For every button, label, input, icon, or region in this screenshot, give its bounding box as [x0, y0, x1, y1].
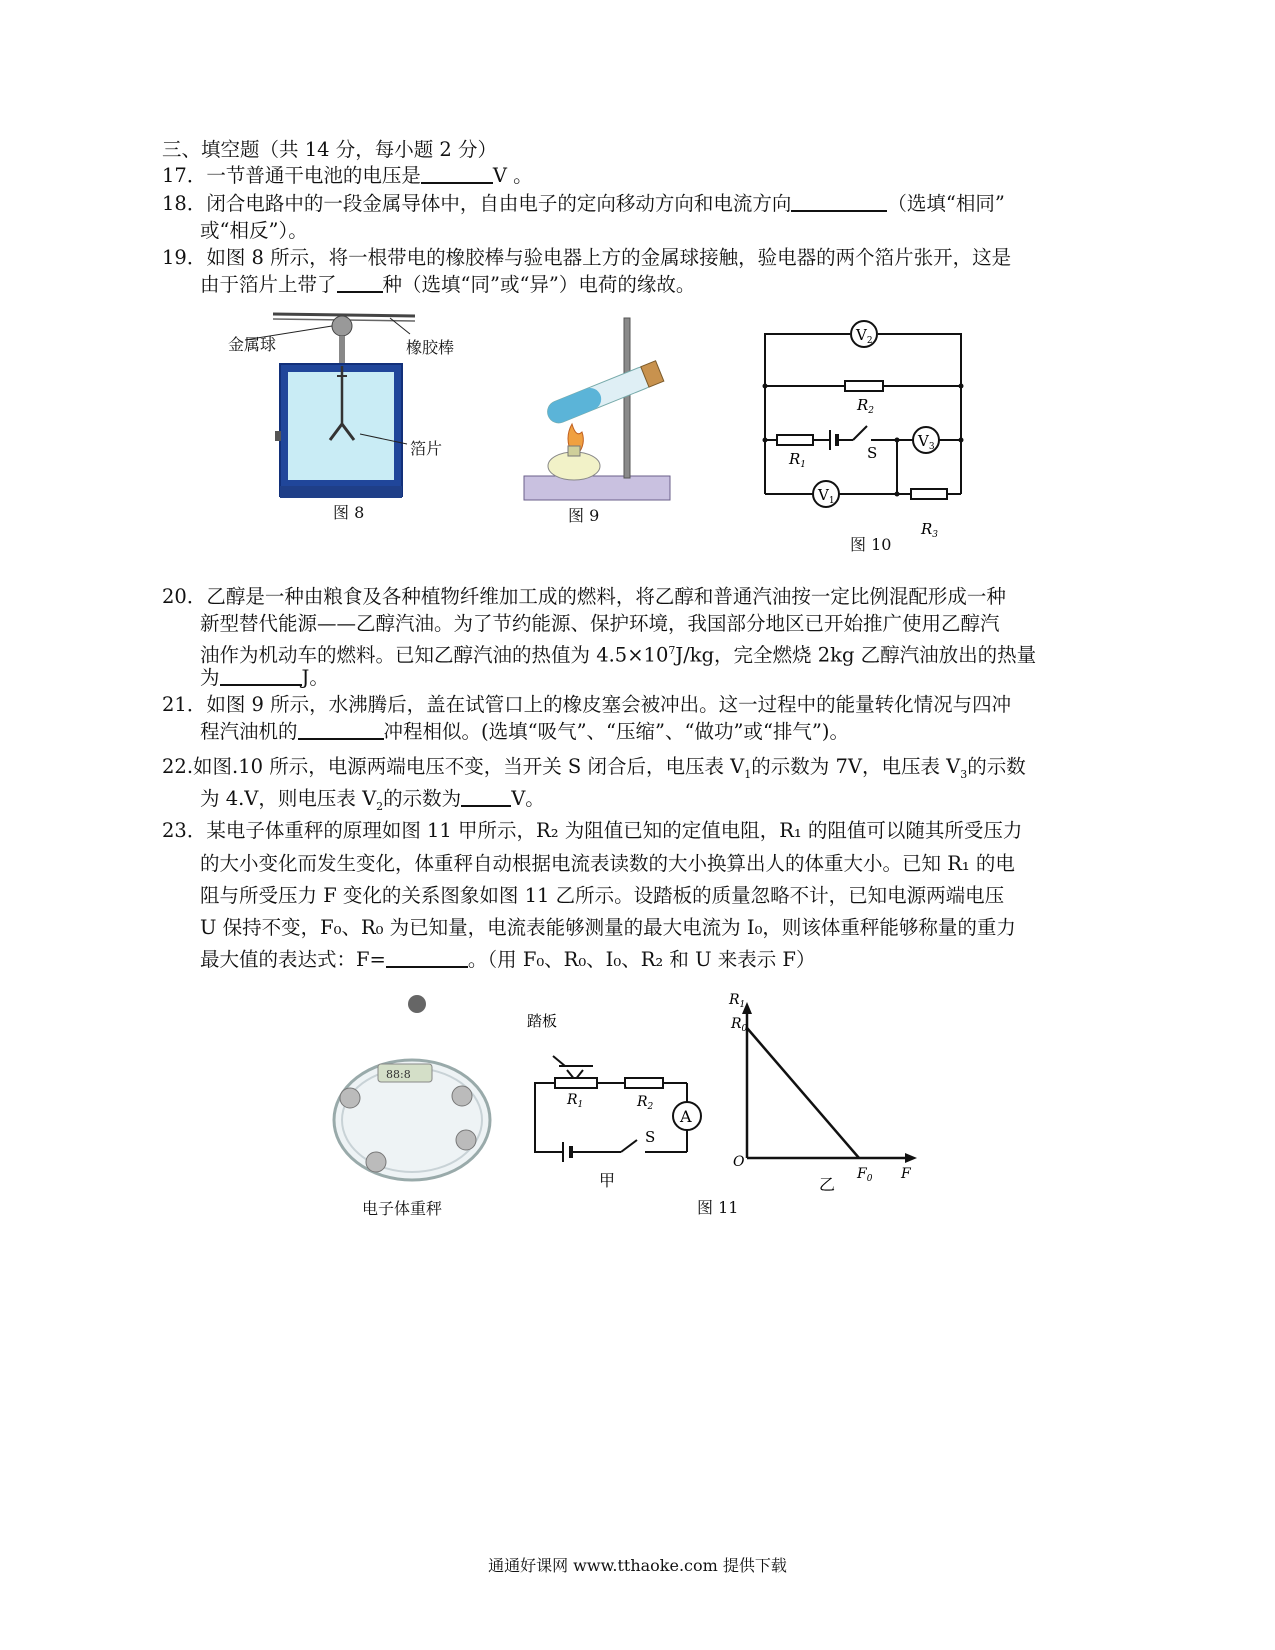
question-19-line1 — [162, 245, 1011, 271]
q21-text-2a: 程汽油机的 — [200, 720, 298, 743]
fig8-label-ball: 金属球 — [228, 335, 277, 354]
q22-number: 22. — [162, 755, 194, 778]
resistor-r2 — [845, 381, 883, 391]
question-20-line1 — [162, 584, 1006, 610]
q20-exponent: 7 — [668, 644, 676, 657]
stand-base — [524, 476, 670, 500]
question-18-line2: 或“相反”）。 — [200, 219, 308, 242]
question-17 — [162, 163, 533, 189]
svg-text:V1: $V_1$ — [818, 486, 835, 506]
q18-number: 18． — [162, 192, 207, 215]
question-21-line2 — [200, 719, 849, 745]
svg-text:R1: $R_1$ — [567, 1092, 584, 1110]
voltmeter-v3-icon — [913, 427, 939, 453]
figure-9-test-tube — [520, 314, 680, 506]
q21-number: 21． — [162, 693, 207, 716]
svg-text:R2: $R_2$ — [637, 1094, 654, 1112]
metal-ball-icon — [332, 316, 352, 336]
fig11-scale-caption: 电子体重秤 — [362, 1199, 443, 1218]
fig8-label-rod: 橡胶棒 — [406, 338, 455, 357]
q20-text-3a: 油作为机动车的燃料。已知乙醇汽油的热值为 4.5×10 — [200, 643, 669, 667]
question-18-line1 — [162, 191, 1005, 217]
q23-text-5a: 最大值的表达式：F= — [200, 948, 386, 971]
svg-text:R1: $R_1$ — [729, 992, 746, 1010]
q23-number: 23． — [162, 819, 207, 842]
svg-text:O: O — [733, 1154, 745, 1170]
svg-text:踏板: 踏板 — [527, 1012, 558, 1030]
fig9-caption: 图 9 — [568, 506, 600, 525]
q22-text-2a: 为 4.V，则电压表 V — [200, 787, 377, 810]
question-21-line1 — [162, 692, 1011, 718]
question-22-line2: 为 4.V，则电压表 $V_2$的示数为 V。 — [200, 787, 545, 813]
ammeter-icon — [673, 1102, 701, 1130]
q17-text: 一节普通干电池的电压是 — [206, 164, 421, 187]
svg-text:A: A — [680, 1107, 692, 1126]
question-20-line3 — [200, 638, 1036, 669]
q17-number: 17． — [162, 164, 207, 187]
q23-text-1: 某电子体重秤的原理如图 11 甲所示，R₂ 为阻值已知的定值电阻，R₁ 的阻值可以随其所受压力 — [206, 819, 1023, 842]
resistor-r2 — [625, 1078, 663, 1088]
svg-text:F: F — [901, 1166, 911, 1182]
q17-unit: V 。 — [492, 164, 533, 187]
fig10-caption: 图 10 — [850, 535, 892, 554]
fig11-caption: 图 11 — [697, 1198, 739, 1217]
question-22-line1: 22.如图.10 所示，电源两端电压不变，当开关 S 闭合后，电压表 $V_1$的示数为 7V，电压表 $V_3$的示数 — [162, 755, 1026, 781]
q17-answer-blank[interactable] — [421, 164, 493, 184]
svg-text:R0: $R_0$ — [731, 1016, 748, 1034]
question-23-line4: U 保持不变，F₀、R₀ 为已知量，电流表能够测量的最大电流为 I₀，则该体重秤能够称量的重力 — [200, 916, 1016, 939]
page-footer: 通通好课网 www.tthaoke.com 提供下载 — [488, 1556, 787, 1575]
svg-text:S: S — [645, 1128, 656, 1146]
q20-text-4b: J。 — [301, 666, 329, 689]
q18-answer-blank[interactable] — [791, 192, 887, 212]
stand-rod — [624, 318, 630, 478]
q20-answer-blank[interactable] — [220, 666, 302, 686]
q19-answer-blank[interactable] — [337, 273, 383, 293]
svg-text:V3: $V_3$ — [918, 432, 935, 452]
q23-answer-blank[interactable] — [386, 948, 468, 968]
q22-answer-blank[interactable] — [461, 787, 511, 807]
q21-answer-blank[interactable] — [298, 720, 384, 740]
svg-text:R1: $R_1$ — [789, 450, 807, 470]
svg-text:甲: 甲 — [599, 1171, 616, 1190]
svg-text:V2: $V_2$ — [856, 326, 873, 346]
svg-text:R3: $R_3$ — [921, 520, 939, 540]
question-23-line2: 的大小变化而发生变化，体重秤自动根据电流表读数的大小换算出人的体重大小。已知 R₁ 的电 — [200, 852, 1015, 875]
fig8-caption: 图 8 — [333, 503, 365, 522]
q20-text-1: 乙醇是一种由粮食及各种植物纤维加工成的燃料，将乙醇和普通汽油按一定比例混配形成一种 — [206, 585, 1006, 608]
question-20-line2: 新型替代能源——乙醇汽油。为了节约能源、保护环境，我国部分地区已开始推广使用乙醇汽 — [200, 612, 1000, 635]
figure-11-scale-photo — [330, 990, 495, 1190]
q19-number: 19． — [162, 246, 207, 269]
figure-10-circuit — [755, 318, 970, 548]
figure-11-jia-circuit — [525, 1000, 720, 1200]
q23-text-5b: 。（用 F₀、R₀、I₀、R₂ 和 U 来表示 F） — [467, 948, 816, 971]
section-title: 三、填空题（共 14 分，每小题 2 分） — [162, 138, 498, 161]
resistor-r1-pedal — [555, 1078, 597, 1088]
question-23-line3: 阻与所受压力 F 变化的关系图象如图 11 乙所示。设踏板的质量忽略不计，已知电源两端电压 — [200, 884, 1005, 907]
question-19-line2 — [200, 272, 695, 298]
fig8-label-foil: 箔片 — [410, 439, 443, 458]
voltmeter-v2-icon — [851, 321, 877, 347]
resistor-r3 — [911, 489, 947, 499]
svg-text:R2: $R_2$ — [857, 396, 875, 416]
q18-text: 闭合电路中的一段金属导体中，自由电子的定向移动方向和电流方向 — [206, 192, 792, 215]
q19-text-b: 种（选填“同”或“异”）电荷的缘故。 — [382, 273, 696, 296]
q18-hint: （选填“相同” — [887, 192, 1005, 215]
q21-text-2b: 冲程相似。(选填“吸气”、“压缩”、“做功”或“排气”)。 — [383, 720, 849, 743]
question-23-line5 — [200, 947, 815, 973]
svg-text:S: S — [867, 444, 878, 462]
figure-11-yi-graph — [725, 988, 925, 1198]
svg-text:88:8: 88:8 — [386, 1068, 411, 1081]
question-20-line4 — [200, 665, 329, 691]
q22-text-1a: 如图.10 所示，电源两端电压不变，当开关 S 闭合后，电压表 V — [193, 755, 745, 778]
q20-text-3b: J/kg，完全燃烧 2kg 乙醇汽油放出的热量 — [675, 643, 1037, 667]
q20-text-4a: 为 — [200, 666, 220, 689]
q21-text-1: 如图 9 所示，水沸腾后，盖在试管口上的橡皮塞会被冲出。这一过程中的能量转化情况与四冲 — [206, 693, 1012, 716]
q20-number: 20． — [162, 585, 207, 608]
svg-text:F0: $F_0$ — [857, 1166, 873, 1184]
svg-text:乙: 乙 — [819, 1175, 836, 1194]
q19-text-a: 由于箔片上带了 — [200, 273, 337, 296]
resistor-r1 — [777, 435, 813, 445]
q19-text: 如图 8 所示，将一根带电的橡胶棒与验电器上方的金属球接触，验电器的两个箔片张开，这是 — [206, 246, 1012, 269]
voltmeter-v1-icon — [813, 481, 839, 507]
question-23-line1 — [162, 818, 1022, 844]
